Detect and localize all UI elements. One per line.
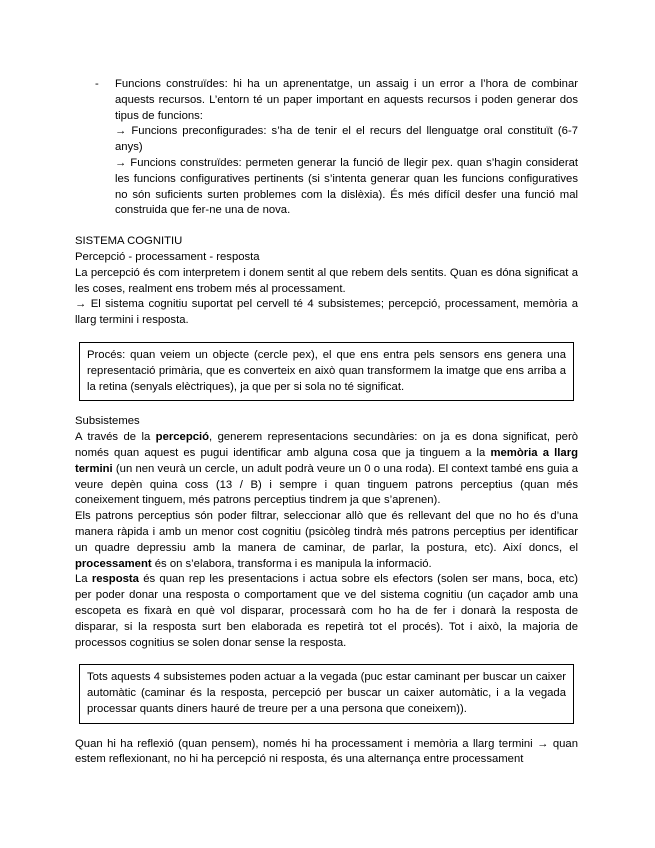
paragraph-processament: Els patrons perceptius són poder filtrar, seleccionar allò que és rellevant del que no ho és d’una manera ràpida i amb un menor cost cognitiu (psicòleg tindrà més patrons perceptius per identificar un quadre depressiu amb la manera de caminar, de parlar, la postura, etc). Així doncs, el processament és on s’elabora, transforma i es manipula la informació. [75, 510, 578, 570]
boxed-note-subsistemes-text: Tots aquests 4 subsistemes poden actuar a la vegada (puc estar caminant per buscar un caixer automàtic (caminar és la resposta, percepció per buscar un caixer automàtic, i a la vegada processar quants diners hauré de treure per a una persona que coneixem)). [87, 671, 566, 715]
section-title: SISTEMA COGNITIU [75, 235, 183, 248]
document-page [75, 77, 578, 768]
bullet-item [75, 77, 578, 219]
bullet-dash: - [95, 78, 99, 90]
paragraph-resposta: La resposta és quan rep les presentacions i actua sobre els efectors (solen ser mans, boca, etc) per poder donar una resposta o comportament que ve del sistema cognitiu (un caçador amb una escopeta es fixarà en què vol disparar, processarà com ho ha de fer i donarà la resposta de disparar, si la resposta surt ben elaborada es repetirà tot el procés). Tot i això, la majoria de processos cognitius se solen donar sense la resposta. [75, 573, 578, 649]
boxed-note-proces-text: Procés: quan veiem un objecte (cercle pex), el que ens entra pels sensors ens genera una representació primària, que es converteix en això quan transformem la imatge que ens arriba a la retina (senyals elèctriques), ja que per si sola no té significat. [87, 348, 566, 393]
paragraph-percepcio: La percepció és com interpretem i donem sentit al que rebem dels sentits. Quan es dóna significat a les coses, realment ens trobem més al processament. [75, 266, 578, 295]
bullet-sub-construides: → Funcions construïdes: permeten generar la funció de llegir pex. quan s’hagin considerat les funcions configuratives pertinents (si s’intenta generar quan les funcions configuratives no són suficients surten problemes com la dislèxia). És més difícil desfer una funció mal construida que fer-ne una de nova. [115, 156, 578, 217]
paragraph-percepcio-detail: A través de la percepció, generem representacions secundàries: on ja es dona significat, però només quan aquest es pugui identificar amb alguna cosa que ja tinguem a la memòria a llarg termini (un nen veurà un cercle, un adult podrà veure un 0 o una roda). El context també ens guia a veure depèn quina coss (13 / B) i sempre i quan tinguem patrons perceptius (quan més coneixement tinguem, més patrons perceptius tindrem ja que s’aprenen). [75, 431, 578, 507]
term-resposta: resposta [91, 573, 139, 586]
bullet-text: Funcions construïdes: hi ha un aprenentatge, un assaig i un error a l’hora de combinar aquests recursos. L’entorn té un paper important en aquests recursos i poden generar dos tipus de funcions: [115, 78, 578, 122]
subsistemes-heading: Subsistemes [75, 415, 140, 428]
bullet-sub-preconfigurades: → Funcions preconfigurades: s’ha de tenir el el recurs del llenguatge oral constituït (6-7 anys) [115, 125, 578, 154]
term-processament: processament [75, 557, 152, 570]
boxed-note-proces [79, 342, 574, 401]
term-memoria: memòria a llarg termini [75, 446, 578, 475]
paragraph-sistema: → El sistema cognitiu suportat pel cervell té 4 subsistemes; percepció, processament, memòria a llarg termini i resposta. [75, 298, 578, 327]
term-percepcio: percepció [155, 431, 210, 444]
section-subtitle: Percepció - processament - resposta [75, 250, 260, 263]
boxed-note-subsistemes [79, 664, 574, 723]
paragraph-reflexio: Quan hi ha reflexió (quan pensem), només hi ha processament i memòria a llarg termini → quan estem reflexionant, no hi ha percepció ni resposta, és una alternança entre processament [75, 737, 578, 766]
